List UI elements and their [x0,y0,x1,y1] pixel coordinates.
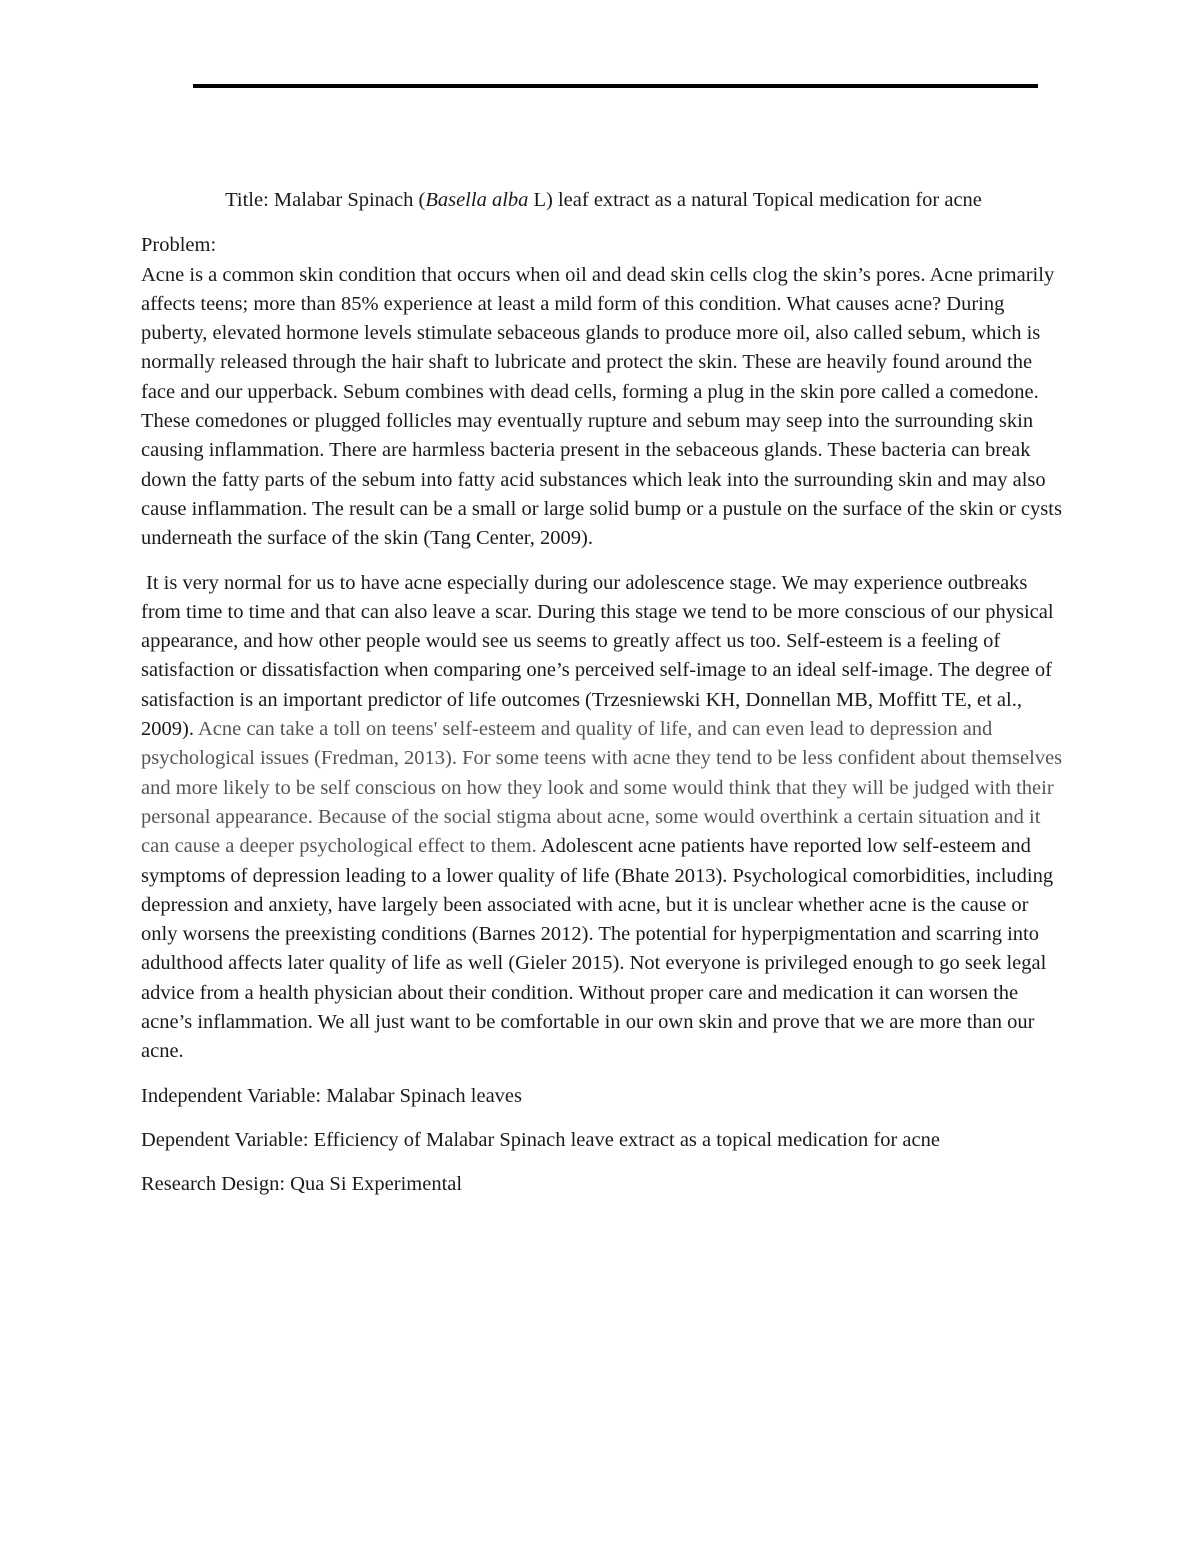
paragraph-2-part-2: Acne can take a toll on teens' self-esteem and quality of life, and can even lead to depression and psychological issues (Fredman, 2013). For some teens with acne they tend to be less confident about themselves and more likely to be self conscious on how they look and some would think that they will be judged with their personal appearance. Because of the social stigma about acne, some would overthink a certain situation and it can cause a deeper psychological effect to them. [141,718,1063,858]
dependent-variable: Dependent Variable: Efficiency of Malabar Spinach leave extract as a topical medication for acne [141,1128,940,1151]
problem-heading: Problem: [141,234,217,257]
header-rule [193,84,1038,88]
problem-paragraph-2 [141,569,1066,1067]
independent-variable: Independent Variable: Malabar Spinach leaves [141,1084,523,1107]
title-prefix: Title: Malabar Spinach ( [225,189,426,211]
research-design: Research Design: Qua Si Experimental [141,1173,463,1196]
title-species-italic: Basella alba [425,189,529,211]
paragraph-2-part-3: Adolescent acne patients have reported low self-esteem and symptoms of depression leading to a lower quality of life (Bhate 2013). Psychological comorbidities, including depression and anxiety, have largely been associated with acne, but it is unclear whether acne is the cause or only worsens the preexisting conditions (Barnes 2012). The potential for hyperpigmentation and scarring into adulthood affects later quality of life as well (Gieler 2015). Not everyone is privileged enough to go seek legal advice from a health physician about their condition. Without proper care and medication it can worsen the acne’s inflammation. We all just want to be comfortable in our own skin and prove that we are more than our acne. [141,835,1054,1063]
paragraph-2-part-1: It is very normal for us to have acne especially during our adolescence stage. We may experience outbreaks from time to time and that can also leave a scar. During this stage we tend to be more conscious of our physical appearance, and how other people would see us seems to greatly affect us too. Self-esteem is a feeling of satisfaction or dissatisfaction when comparing one’s perceived self-image to an ideal self-image. The degree of satisfaction is an important predictor of life outcomes (Trzesniewski KH, Donnellan MB, Moffitt TE, et al., 2009). [141,571,1054,741]
problem-paragraph-1: Acne is a common skin condition that occurs when oil and dead skin cells clog the skin’s pores. Acne primarily affects teens; more than 85% experience at least a mild form of this condition. What causes acne? During puberty, elevated hormone levels stimulate sebaceous glands to produce more oil, also called sebum, which is normally released through the hair shaft to lubricate and protect the skin. These are heavily found around the face and our upperback. Sebum combines with dead cells, forming a plug in the skin pore called a comedone. These comedones or plugged follicles may eventually rupture and sebum may seep into the surrounding skin causing inflammation. There are harmless bacteria present in the sebaceous glands. These bacteria can break down the fatty parts of the sebum into fatty acid substances which leak into the surrounding skin and may also cause inflammation. The result can be a small or large solid bump or a pustule on the surface of the skin or cysts underneath the surface of the skin (Tang Center, 2009). [141,263,1062,550]
document-title [141,186,1066,215]
document-body [141,186,1066,1200]
title-suffix: L) leaf extract as a natural Topical medication for acne [528,189,982,211]
